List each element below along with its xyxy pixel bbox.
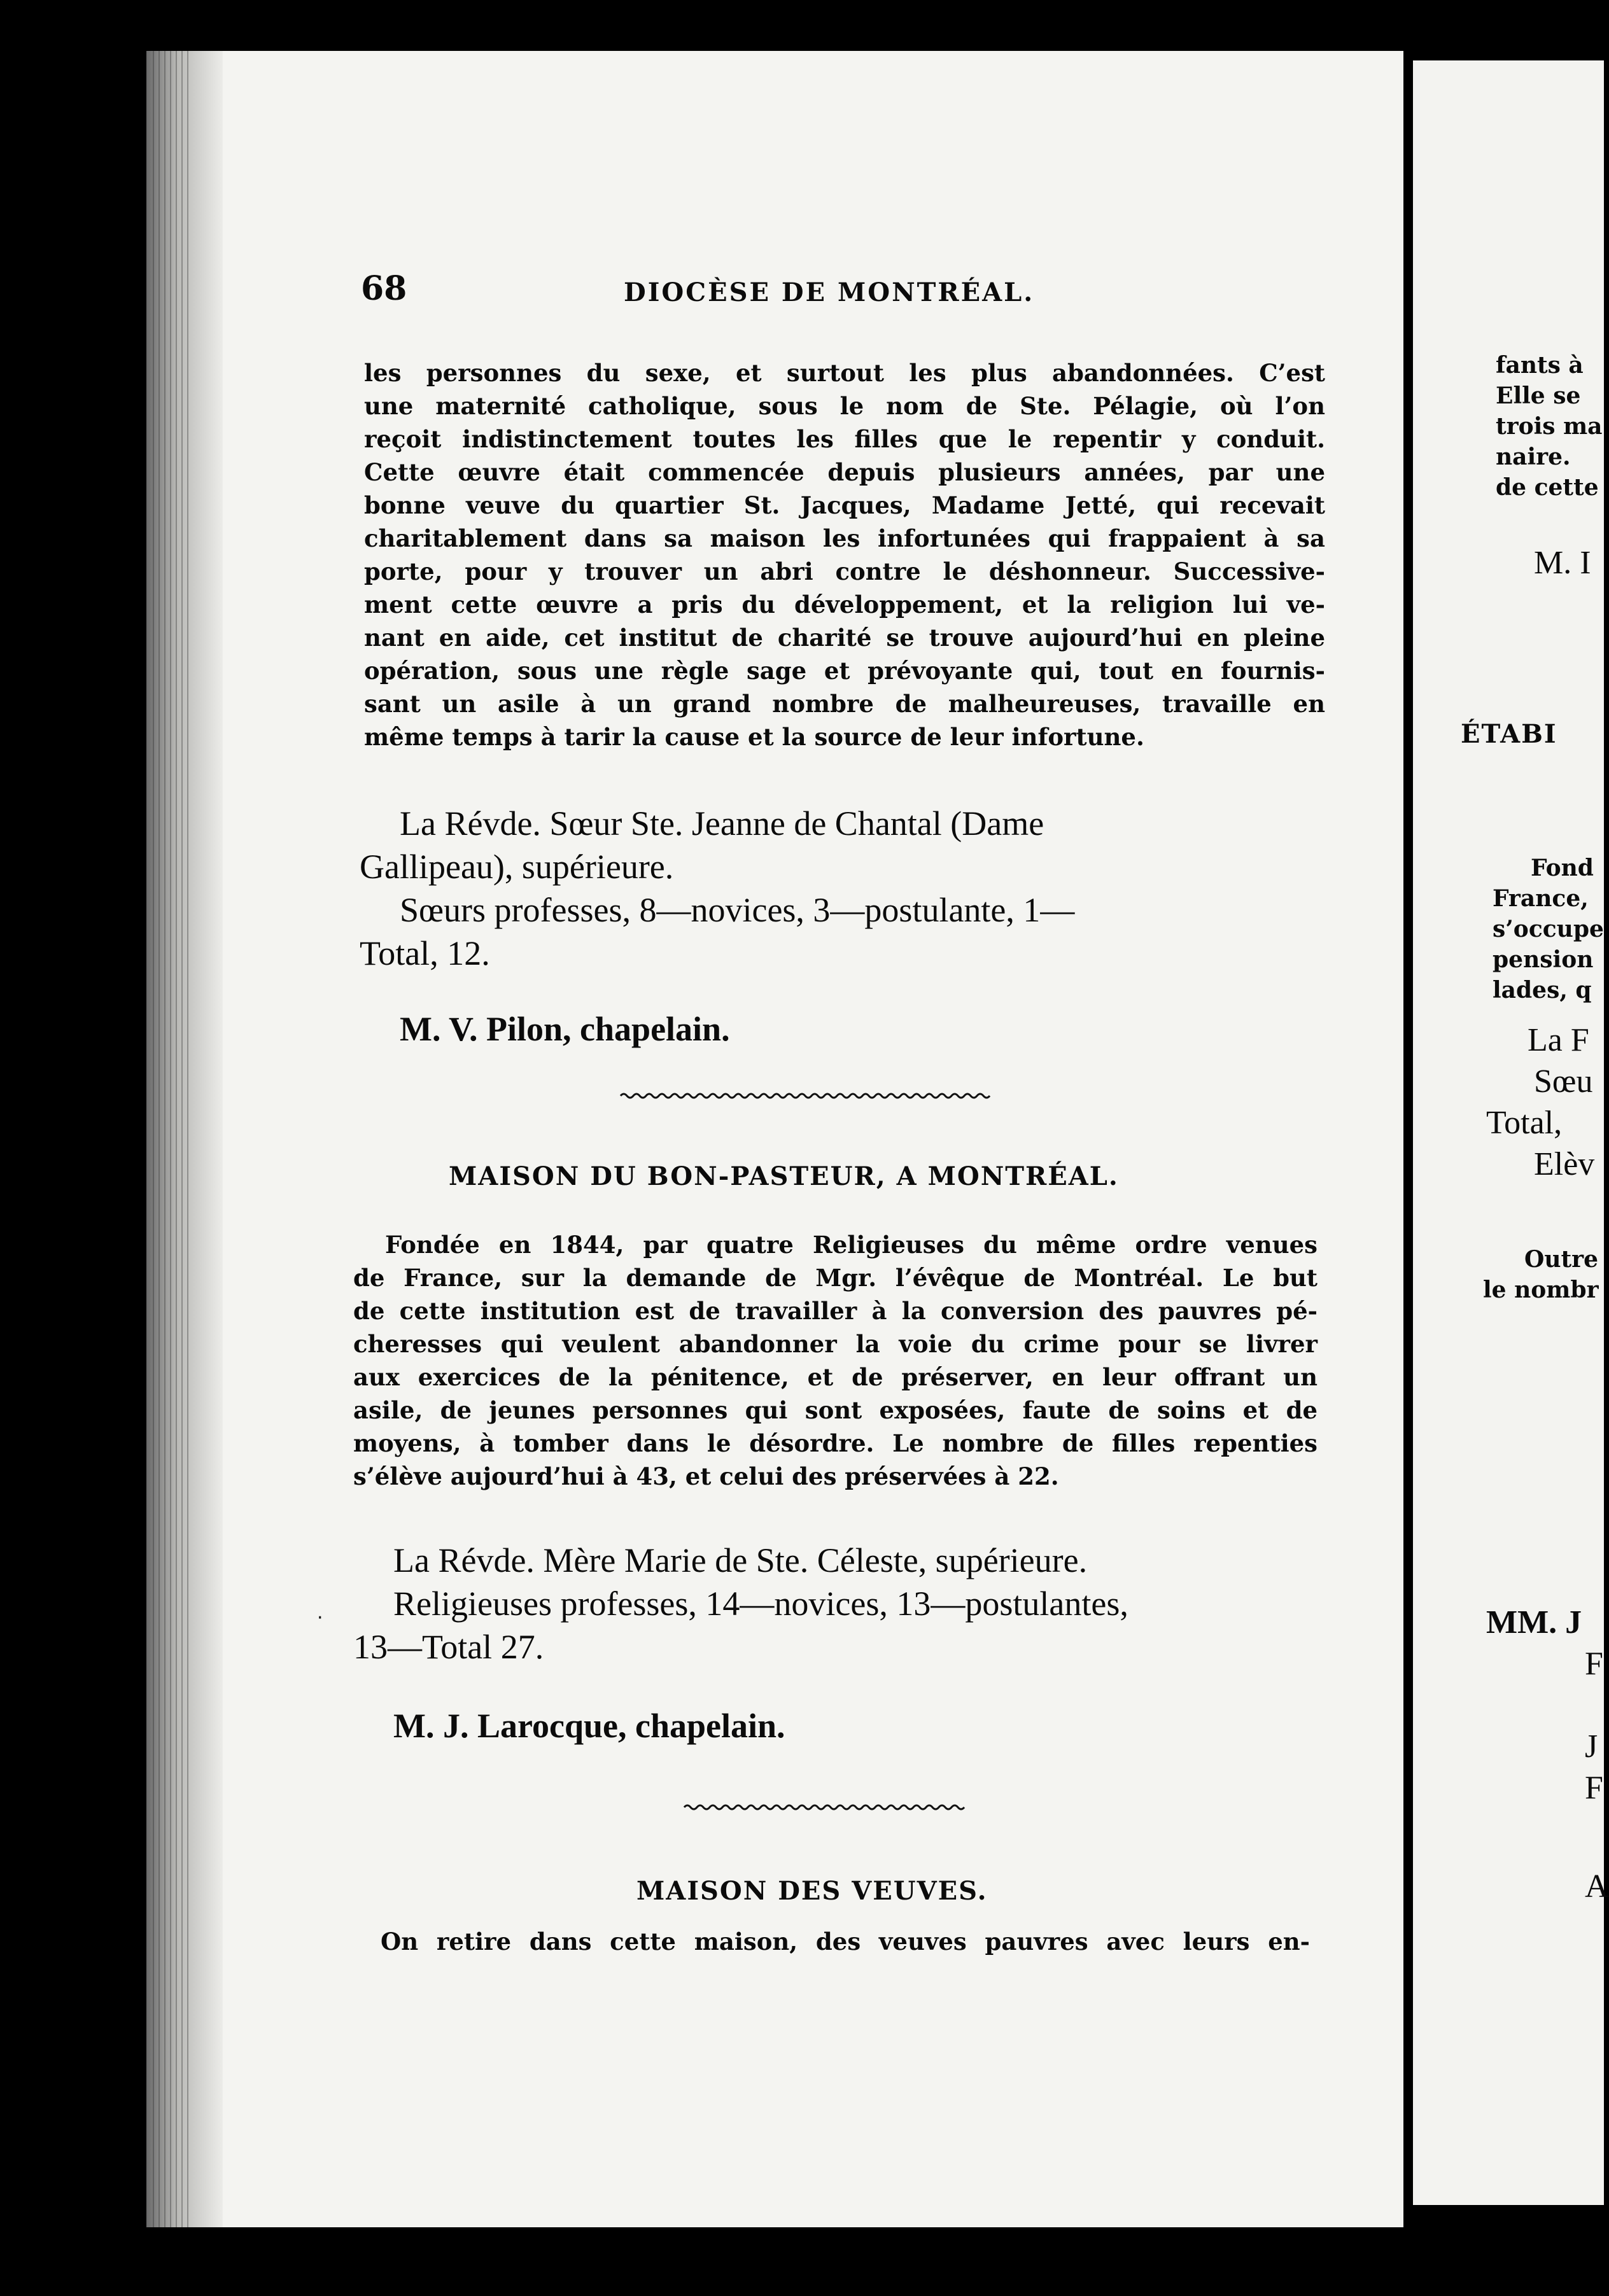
right-line: fants à <box>1496 352 1584 379</box>
text-line: opération, sous une règle sage et prévoyante qui, tout en fournis- <box>364 657 1325 685</box>
pelagie-superior-line-1: La Révde. Sœur Ste. Jeanne de Chantal (Dame <box>400 804 1044 843</box>
text-line: de France, sur la demande de Mgr. l’évêque de Montréal. Le but <box>353 1264 1317 1292</box>
text-line: Fondée en 1844, par quatre Religieuses du même ordre venues <box>385 1231 1317 1259</box>
pelagie-counts-line-2: Total, 12. <box>360 934 490 972</box>
page-number: 68 <box>361 269 407 308</box>
text-line: Cette œuvre était commencée depuis plusieurs années, par une <box>364 458 1325 486</box>
text-line: bonne veuve du quartier St. Jacques, Madame Jetté, qui recevait <box>364 491 1325 519</box>
right-line: naire. <box>1496 444 1571 470</box>
right-line: le nombr <box>1483 1277 1599 1303</box>
right-line: pension <box>1493 946 1594 973</box>
pelagie-counts-line-1: Sœurs professes, 8—novices, 3—postulante, 1— <box>400 891 1075 929</box>
right-roman-line: A <box>1585 1868 1609 1905</box>
text-line: reçoit indistinctement toutes les filles que le repentir y conduit. <box>364 425 1325 453</box>
running-head: DIOCÈSE DE MONTRÉAL. <box>624 277 1035 307</box>
text-line: sant un asile à un grand nombre de malheureuses, travaille en <box>364 690 1325 718</box>
text-line: même temps à tarir la cause et la source de leur infortune. <box>364 723 1144 751</box>
right-line: trois ma <box>1496 413 1603 440</box>
right-line: Elle se <box>1496 382 1581 409</box>
text-line: une maternité catholique, sous le nom de Ste. Pélagie, où l’on <box>364 392 1325 420</box>
text-line: charitablement dans sa maison les infortunées qui frappaient à sa <box>364 524 1325 552</box>
wavy-separator <box>684 1803 964 1812</box>
right-line: de cette <box>1496 474 1599 501</box>
wavy-separator <box>621 1091 990 1100</box>
text-line: moyens, à tomber dans le désordre. Le nombre de filles repenties <box>353 1429 1317 1457</box>
text-line: On retire dans cette maison, des veuves pauvres avec leurs en- <box>381 1928 1310 1956</box>
pelagie-chaplain: M. V. Pilon, chapelain. <box>400 1010 730 1048</box>
text-line: nant en aide, cet institut de charité se trouve aujourd’hui en pleine <box>364 624 1325 652</box>
text-line: les personnes du sexe, et surtout les plus abandonnées. C’est <box>364 359 1325 387</box>
right-page-fragment <box>1413 60 1609 2205</box>
text-line: cheresses qui veulent abandonner la voie du crime pour se livrer <box>353 1330 1317 1358</box>
stray-ink-mark: · <box>317 1607 323 1629</box>
bon-pasteur-superior: La Révde. Mère Marie de Ste. Céleste, supérieure. <box>393 1541 1088 1579</box>
section-title-veuves: MAISON DES VEUVES. <box>636 1876 988 1906</box>
right-roman-line: Sœu <box>1534 1063 1593 1100</box>
right-line: Outre <box>1524 1246 1599 1273</box>
text-line: s’élève aujourd’hui à 43, et celui des préservées à 22. <box>353 1462 1059 1490</box>
right-roman-line: J <box>1585 1728 1598 1765</box>
text-line: asile, de jeunes personnes qui sont exposées, faute de soins et de <box>353 1396 1317 1424</box>
text-line: ment cette œuvre a pris du développement, et la religion lui ve- <box>364 591 1325 619</box>
bon-pasteur-paragraph <box>353 1228 1317 1493</box>
right-roman-line: La F <box>1528 1022 1589 1058</box>
right-roman-line: MM. J <box>1486 1604 1582 1641</box>
bon-pasteur-counts-line-2: 13—Total 27. <box>353 1628 544 1666</box>
text-line: porte, pour y trouver un abri contre le déshonneur. Successive- <box>364 557 1325 585</box>
right-roman-line: Elèv <box>1534 1146 1595 1182</box>
right-roman-line: Total, <box>1486 1105 1563 1141</box>
text-line: de cette institution est de travailler à la conversion des pauvres pé- <box>353 1297 1317 1325</box>
section-title-bon-pasteur: MAISON DU BON-PASTEUR, A MONTRÉAL. <box>449 1161 1119 1191</box>
right-line: Fond <box>1531 855 1594 881</box>
right-section-title: ÉTABI <box>1461 719 1557 749</box>
right-line: lades, q <box>1493 977 1592 1004</box>
right-chaplain: M. I <box>1534 545 1591 581</box>
right-line: France, <box>1493 885 1589 912</box>
right-roman-line: F <box>1585 1646 1603 1682</box>
veuves-paragraph <box>381 1925 1310 1958</box>
right-roman-line: F <box>1585 1770 1603 1806</box>
bon-pasteur-chaplain: M. J. Larocque, chapelain. <box>393 1707 785 1745</box>
right-line: s’occupe <box>1493 916 1604 942</box>
pelagie-superior-line-2: Gallipeau), supérieure. <box>360 848 674 886</box>
page-edge-lines <box>153 51 191 2227</box>
intro-paragraph <box>364 356 1325 753</box>
bon-pasteur-counts-line-1: Religieuses professes, 14—novices, 13—postulantes, <box>393 1585 1128 1623</box>
text-line: aux exercices de la pénitence, et de préserver, en leur offrant un <box>353 1363 1317 1391</box>
